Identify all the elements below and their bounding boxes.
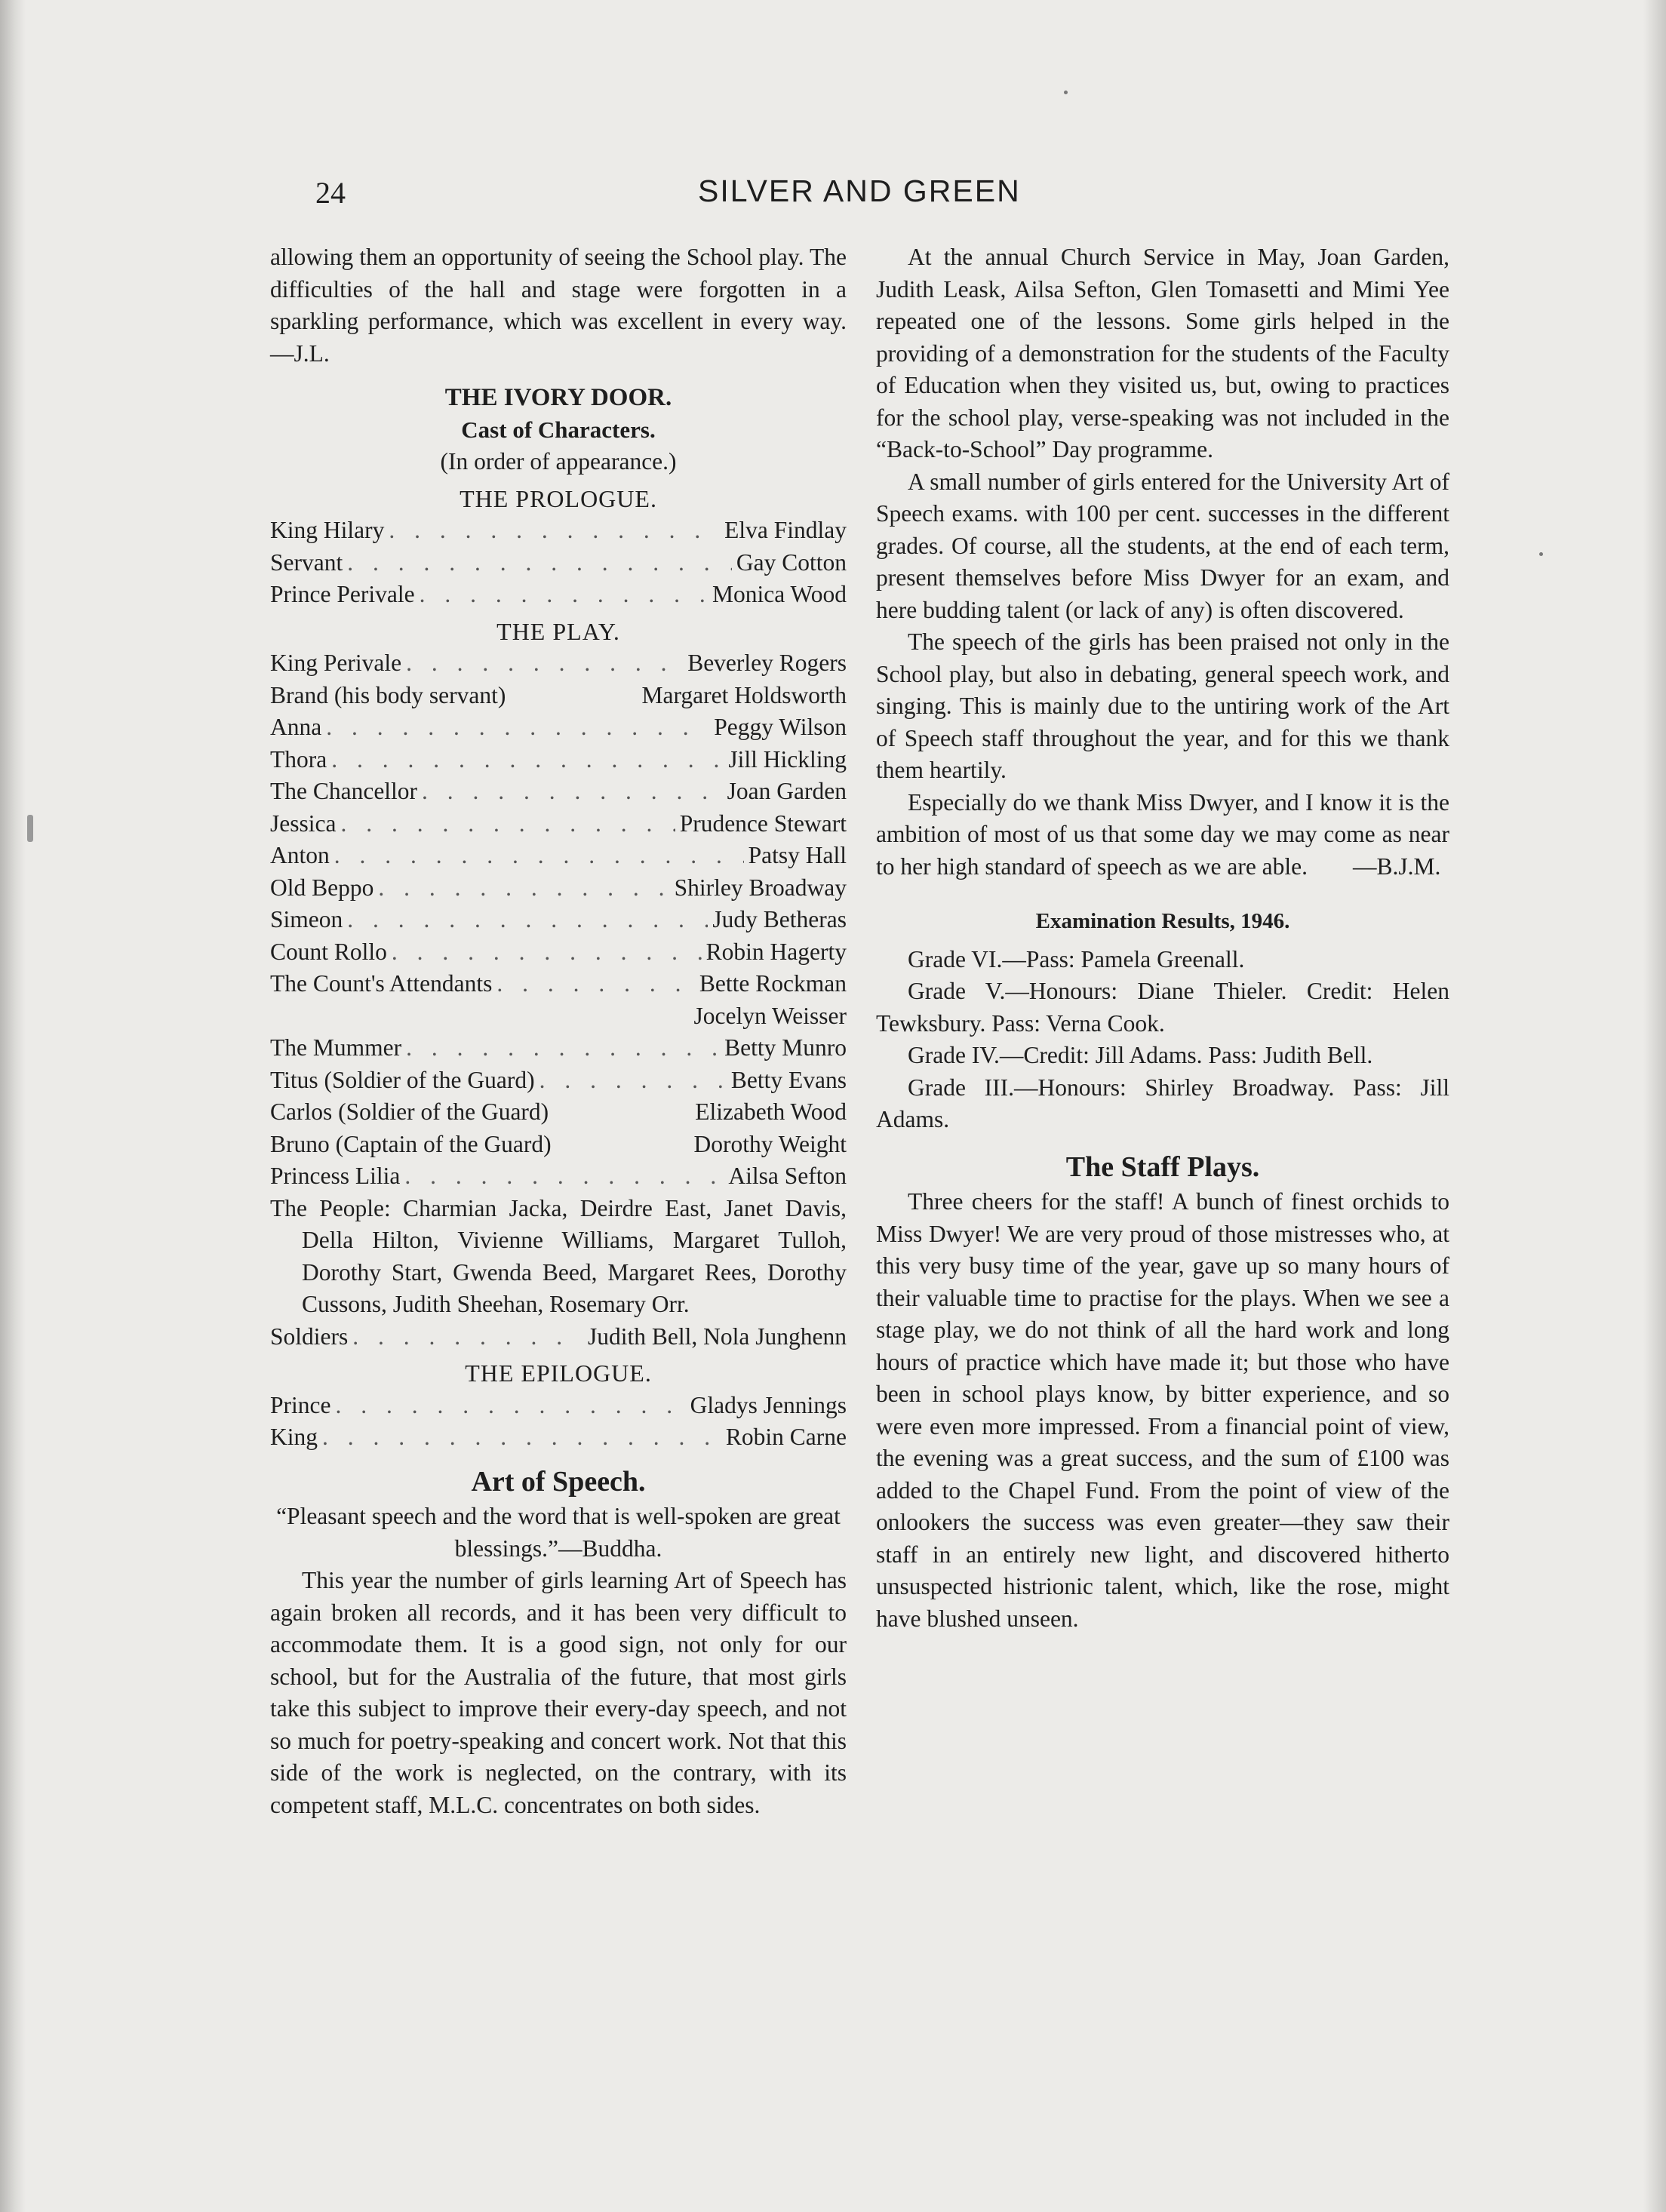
cast-role: Princess Lilia <box>270 1163 401 1189</box>
cast-actor: Judy Betheras <box>712 906 847 932</box>
cast-row <box>270 1065 847 1097</box>
speech-paragraph: This year the number of girls learning Art of Speech has again broken all records, and it has been very difficult to accommodate them. It is a good sign, not only for our school, but for the Australia of the future, that most girls take this subject to improve their every-day speech, and not so much for poetry-speaking and concert work. Not that this side of the work is neglected, on the contrary, with its competent staff, M.L.C. concentrates on both sides. <box>270 1567 847 1818</box>
binding-mark <box>27 815 33 842</box>
cast-role: The Count's Attendants <box>270 970 493 997</box>
cast-row <box>270 744 847 776</box>
epilogue-heading: THE EPILOGUE. <box>465 1359 652 1387</box>
art-of-speech-title: Art of Speech. <box>471 1465 646 1498</box>
cast-role: Simeon <box>270 906 343 932</box>
cast-actor: Monica Wood <box>712 581 847 607</box>
church-service-paragraph: At the annual Church Service in May, Joan Garden, Judith Leask, Ailsa Sefton, Glen Tomasetti and Mimi Yee repeated one of the lessons. Some girls helped in the providing of a demonstration for the students of the Faculty of Education when they visited us, but, owing to practices for the school play, verse-speaking was not included in the “Back-to-School” Day programme. <box>876 244 1449 462</box>
cast-row <box>270 1421 847 1454</box>
journal-title: SILVER AND GREEN <box>698 174 1021 208</box>
cast-actor: Jill Hickling <box>728 745 847 773</box>
cast-row <box>270 579 847 611</box>
cast-role: King Hilary <box>270 517 385 543</box>
cast-row <box>270 547 847 579</box>
cast-row <box>270 808 847 840</box>
cast-role: Titus (Soldier of the Guard) <box>270 1066 535 1093</box>
exams-paragraph: A small number of girls entered for the University Art of Speech exams. with 100 per cent. successes in the different grades. Of course, all the students, at the end of each term, present themselves before Miss Dwyer for an exam, and here budding talent (or lack of any) is often discovered. <box>876 468 1449 623</box>
cast-role: Bruno (Captain of the Guard) <box>270 1130 552 1157</box>
cast-role: Soldiers <box>270 1323 349 1350</box>
cast-row <box>270 711 847 744</box>
cast-actor: Elizabeth Wood <box>695 1098 847 1125</box>
cast-actor-continued: Jocelyn Weisser <box>693 1002 847 1029</box>
exam-result: Grade VI.—Pass: Pamela Greenall. <box>908 945 1245 972</box>
cast-role: Servant <box>270 548 343 576</box>
signature: —B.J.M. <box>1353 853 1441 880</box>
play-heading: THE PLAY. <box>496 617 620 645</box>
exam-results-list <box>876 944 1449 1136</box>
cast-row <box>270 1096 847 1129</box>
paper-speck <box>1064 91 1068 94</box>
exam-results-title: Examination Results, 1946. <box>1035 909 1290 933</box>
cast-role: Count Rollo <box>270 938 387 965</box>
left-column <box>270 241 847 1821</box>
cast-role: Prince <box>270 1391 331 1418</box>
exam-result: Grade V.—Honours: Diane Thieler. Credit: Helen Tewksbury. Pass: Verna Cook. <box>876 978 1449 1037</box>
cast-actor: Peggy Wilson <box>714 714 847 740</box>
cast-actor: Margaret Holdsworth <box>641 681 847 708</box>
speech-quote: “Pleasant speech and the word that is well-spoken are great blessings.”—Buddha. <box>276 1503 841 1562</box>
cast-role: Old Beppo <box>270 874 374 901</box>
staff-plays-title: The Staff Plays. <box>1065 1151 1260 1183</box>
page-number: 24 <box>315 176 346 210</box>
cast-row <box>270 515 847 547</box>
cast-row <box>270 680 847 712</box>
prologue-cast-list <box>270 515 847 611</box>
exam-result: Grade IV.—Credit: Jill Adams. Pass: Judith Bell. <box>908 1042 1373 1068</box>
cast-heading: Cast of Characters. <box>461 416 656 443</box>
cast-role: Thora <box>270 745 327 773</box>
cast-actor: Betty Munro <box>724 1034 847 1061</box>
cast-role: The Mummer <box>270 1034 402 1061</box>
cast-actor: Gladys Jennings <box>690 1391 847 1418</box>
cast-actor: Patsy Hall <box>748 842 847 868</box>
cast-row <box>270 1032 847 1065</box>
binding-shadow <box>0 0 26 2212</box>
cast-actor: Robin Carne <box>725 1424 847 1450</box>
cast-row <box>270 1160 847 1193</box>
cast-actor: Joan Garden <box>727 778 847 804</box>
page-edge-shadow <box>1643 0 1666 2212</box>
intro-paragraph: allowing them an opportunity of seeing the School play. The difficulties of the hall and stage were forgotten in a sparkling performance, which was excellent in every way. —J.L. <box>270 244 847 367</box>
cast-role: Brand (his body servant) <box>270 681 506 708</box>
play-title: THE IVORY DOOR. <box>444 384 672 411</box>
cast-actor: Judith Bell, Nola Junghenn <box>588 1323 847 1350</box>
cast-row <box>270 776 847 808</box>
cast-note: (In order of appearance.) <box>440 448 677 475</box>
play-cast-list <box>270 647 847 1353</box>
cast-role: Jessica <box>270 810 337 837</box>
staff-plays-paragraph: Three cheers for the staff! A bunch of finest orchids to Miss Dwyer! We are very proud of those mistresses who, at this very busy time of the year, gave up so many hours of their valuable time to practise for the plays. When we see a stage play, we do not think of all the hard work and long hours of practice which have made it; but those who have been in school plays know, by bitter experience, and so were even more impressed. From a financial point of view, the evening was a great success, and the sum of £100 was added to the Chapel Fund. From the point of view of the onlookers the success was even greater—they saw their staff in an entirely new light, and discovered hitherto unsuspected histrionic talent, which, like the rose, might have blushed unseen. <box>876 1188 1449 1632</box>
cast-row <box>270 1129 847 1161</box>
cast-actor: Betty Evans <box>730 1066 847 1093</box>
cast-row <box>270 1390 847 1422</box>
cast-actor: Gay Cotton <box>736 548 847 576</box>
cast-role: The Chancellor <box>270 778 418 804</box>
people-list: The People: Charmian Jacka, Deirdre East, Janet Davis, Della Hilton, Vivienne Williams, Margaret Tulloh, Dorothy Start, Gwenda Beed, Margaret Rees, Dorothy Cussons, Judith Sheehan, Rosemary Orr. <box>270 1194 847 1317</box>
cast-role: Anton <box>270 842 330 868</box>
cast-actor: Beverley Rogers <box>687 650 847 676</box>
cast-row <box>270 1321 847 1353</box>
running-head <box>0 171 1666 223</box>
cast-actor: Robin Hagerty <box>705 938 847 965</box>
thanks-text: Especially do we thank Miss Dwyer, and I know it is the ambition of most of us that some day we may come as near to her high standard of speech as we are able. <box>876 788 1449 880</box>
cast-actor: Prudence Stewart <box>679 810 847 837</box>
cast-role: King Perivale <box>270 650 402 676</box>
paper-speck <box>1539 552 1543 556</box>
cast-role: King <box>270 1424 318 1450</box>
cast-actor: Dorothy Weight <box>693 1130 847 1157</box>
cast-actor: Elva Findlay <box>724 517 847 543</box>
cast-row <box>270 872 847 905</box>
cast-row <box>270 840 847 872</box>
cast-row <box>270 647 847 680</box>
cast-row <box>270 936 847 969</box>
cast-actor: Shirley Broadway <box>674 874 847 901</box>
cast-row <box>270 904 847 936</box>
cast-role: Prince Perivale <box>270 581 415 607</box>
cast-actor: Ailsa Sefton <box>728 1163 847 1189</box>
cast-role: Anna <box>270 714 322 740</box>
cast-actor: Bette Rockman <box>699 970 847 997</box>
exam-result: Grade III.—Honours: Shirley Broadway. Pass: Jill Adams. <box>876 1074 1449 1132</box>
prologue-heading: THE PROLOGUE. <box>460 484 657 512</box>
praise-paragraph: The speech of the girls has been praised not only in the School play, but also in debating, general speech work, and singing. This is mainly due to the untiring work of the Art of Speech staff throughout the year, and for this we thank them heartily. <box>876 628 1449 783</box>
cast-role: Carlos (Soldier of the Guard) <box>270 1098 549 1125</box>
cast-row <box>270 968 847 1000</box>
thanks-paragraph <box>876 787 1449 883</box>
epilogue-cast-list <box>270 1390 847 1454</box>
right-column <box>876 241 1449 1635</box>
